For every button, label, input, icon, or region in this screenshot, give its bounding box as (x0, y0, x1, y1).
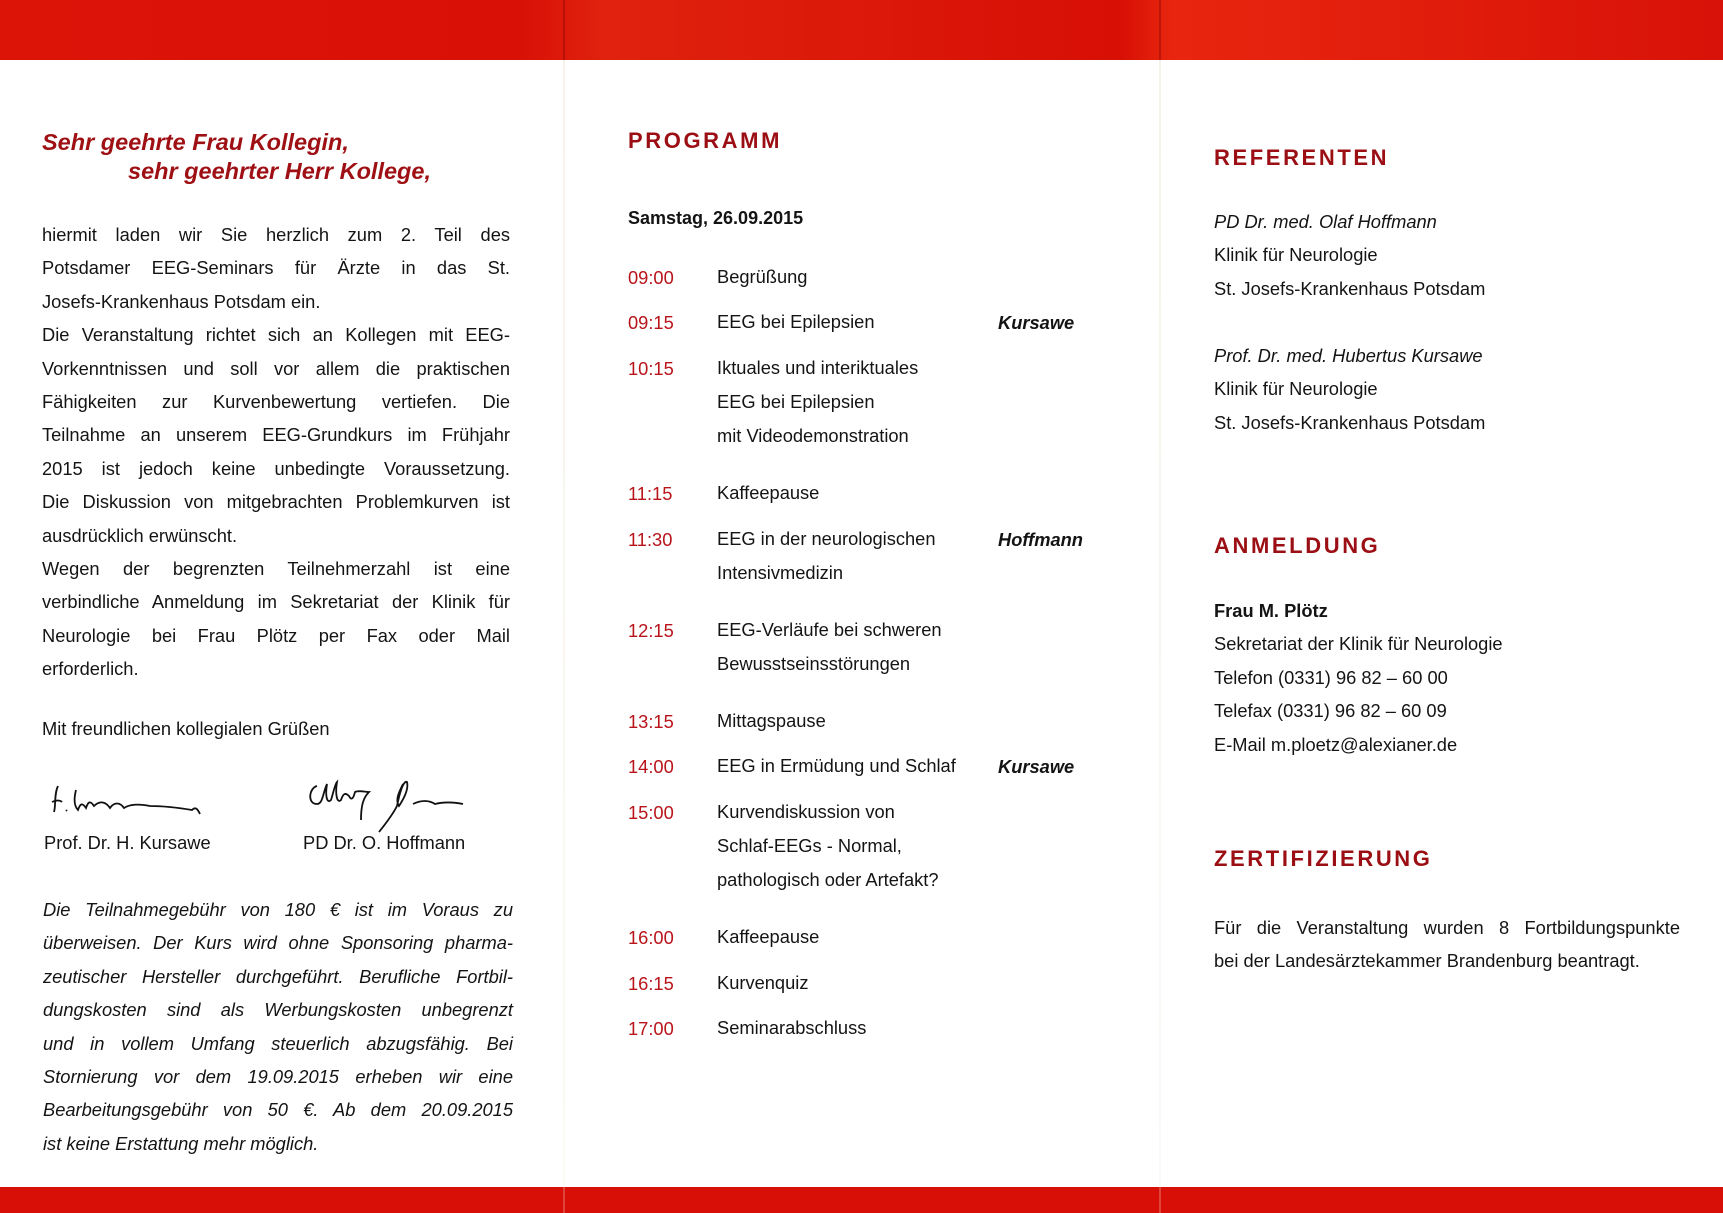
time-label: 10:15 (628, 358, 674, 379)
fold-line-right (1159, 0, 1161, 1213)
body-line: Fähigkeiten zur Kurvenbewertung vertiefen. Die (42, 391, 510, 413)
certification-line: Für die Veranstaltung wurden 8 Fortbildungspunkte (1214, 917, 1680, 938)
topic (717, 305, 875, 339)
body-line: Josefs-Krankenhaus Potsdam ein. (42, 290, 321, 312)
body-line: Teilnahme an unserem EEG-Grundkurs im Frühjahr (42, 424, 510, 446)
zertifizierung-heading: ZERTIFIZIERUNG (1214, 846, 1433, 871)
body-line: Die Diskussion von mitgebrachten Problemkurven ist (42, 491, 510, 513)
time-label: 09:15 (628, 312, 674, 333)
fee-line: dungskosten sind als Werbungskosten unbegrenzt (43, 999, 513, 1021)
contact-department: Sekretariat der Klinik für Neurologie (1214, 633, 1503, 655)
topic-line: Schlaf-EEGs - Normal, (717, 834, 902, 856)
speaker-department: Klinik für Neurologie (1214, 378, 1378, 400)
speaker-full-name: PD Dr. med. Olaf Hoffmann (1214, 211, 1437, 232)
time-label: 12:15 (628, 620, 674, 641)
contact-fax: Telefax (0331) 96 82 – 60 09 (1214, 700, 1447, 722)
topic-line: EEG in Ermüdung und Schlaf (717, 755, 956, 776)
signatory-name-kursawe: Prof. Dr. H. Kursawe (44, 832, 211, 853)
email-address[interactable]: m.ploetz@alexianer.de (1270, 733, 1458, 755)
contact-phone: Telefon (0331) 96 82 – 60 00 (1214, 666, 1448, 688)
signature-scribble-icon (303, 770, 483, 840)
registration-contact (1214, 594, 1503, 761)
intro-paragraph (42, 218, 510, 686)
time-label: 13:15 (628, 711, 674, 732)
signature-kursawe (50, 780, 220, 828)
body-line: Die Veranstaltung richtet sich an Kollegen mit EEG- (42, 324, 510, 346)
topic-line: Mittagspause (717, 710, 826, 731)
top-red-band (0, 0, 1723, 60)
fee-line: Bearbeitungsgebühr von 50 €. Ab dem 20.09.2015 (43, 1099, 513, 1121)
topic (717, 966, 808, 1000)
topic-line: pathologisch oder Artefakt? (717, 868, 939, 890)
topic-line: Begrüßung (717, 266, 808, 287)
topic (717, 260, 807, 294)
topic-line: EEG-Verläufe bei schweren (717, 619, 942, 640)
topic-line: Kurvendiskussion von (717, 801, 895, 822)
greeting-line-2: sehr geehrter Herr Kollege, (128, 158, 431, 184)
speaker-department: Klinik für Neurologie (1214, 244, 1378, 266)
contact-email-row (1214, 728, 1503, 761)
time-label: 15:00 (628, 802, 674, 823)
speaker-entry (1214, 205, 1485, 305)
topic (717, 704, 826, 738)
fee-line: ist keine Erstattung mehr möglich. (43, 1132, 319, 1154)
contact-name: Frau M. Plötz (1214, 600, 1328, 621)
topic-line: Kaffeepause (717, 926, 820, 947)
topic (717, 1011, 866, 1045)
body-line: erforderlich. (42, 658, 139, 680)
topic (717, 795, 939, 896)
topic (717, 476, 819, 510)
fee-line: und in vollem Umfang steuerlich abzugsfähig. Bei (43, 1032, 513, 1054)
body-line: Wegen der begrenzten Teilnehmerzahl ist eine (42, 558, 510, 580)
body-line: ausdrücklich erwünscht. (42, 524, 238, 546)
topic (717, 749, 956, 783)
speaker-entry (1214, 339, 1485, 439)
body-line: verbindliche Anmeldung im Sekretariat der Klinik für (42, 591, 510, 613)
speaker-organization: St. Josefs-Krankenhaus Potsdam (1214, 277, 1486, 299)
anmeldung-heading: ANMELDUNG (1214, 533, 1381, 558)
body-line: Vorkenntnissen und soll vor allem die praktischen (42, 357, 510, 379)
speaker-name: Hoffmann (998, 529, 1083, 550)
topic-line: Intensivmedizin (717, 561, 843, 583)
topic (717, 351, 918, 452)
time-label: 11:15 (628, 483, 673, 504)
topic (717, 522, 936, 590)
topic-line: EEG bei Epilepsien (717, 311, 875, 332)
greeting-line-1: Sehr geehrte Frau Kollegin, (42, 129, 349, 155)
time-label: 14:00 (628, 756, 674, 777)
fee-line: zeutischer Hersteller durchgeführt. Berufliche Fortbil- (43, 965, 513, 987)
time-label: 09:00 (628, 267, 674, 288)
fee-line: überweisen. Der Kurs wird ohne Sponsoring pharma- (43, 932, 513, 954)
time-label: 17:00 (628, 1018, 674, 1039)
certification-line: bei der Landesärztekammer Brandenburg beantragt. (1214, 950, 1640, 972)
topic-line: EEG in der neurologischen (717, 528, 936, 549)
topic-line: EEG bei Epilepsien (717, 390, 875, 412)
topic-line: Seminarabschluss (717, 1017, 867, 1038)
closing-text: Mit freundlichen kollegialen Grüßen (42, 718, 330, 739)
fold-line-left (563, 0, 565, 1213)
time-label: 11:30 (628, 529, 673, 550)
bottom-red-band (0, 1187, 1723, 1213)
topic-line: Kurvenquiz (717, 972, 809, 993)
topic-line: Kaffeepause (717, 482, 820, 503)
body-line: Potsdamer EEG-Seminars für Ärzte in das St. (42, 257, 510, 279)
signatory-name-hoffmann: PD Dr. O. Hoffmann (303, 832, 466, 853)
time-label: 16:15 (628, 973, 674, 994)
program-heading: PROGRAMM (628, 128, 783, 153)
topic-line: Bewusstseinsstörungen (717, 652, 911, 674)
topic-line: Iktuales und interiktuales (717, 357, 919, 378)
email-label: E-Mail (1214, 733, 1266, 755)
body-line: hiermit laden wir Sie herzlich zum 2. Teil des (42, 224, 510, 245)
referenten-heading: REFERENTEN (1214, 145, 1390, 170)
speaker-organization: St. Josefs-Krankenhaus Potsdam (1214, 411, 1486, 433)
signature-scribble-icon (50, 780, 220, 820)
fee-line: Stornierung vor dem 19.09.2015 erheben wir eine (43, 1066, 513, 1088)
speaker-name: Kursawe (998, 756, 1075, 777)
body-line: Neurologie bei Frau Plötz per Fax oder Mail (42, 624, 510, 646)
body-line: 2015 ist jedoch keine unbedingte Voraussetzung. (42, 457, 510, 479)
fee-line: Die Teilnahmegebühr von 180 € ist im Voraus zu (43, 899, 513, 920)
topic-line: mit Videodemonstration (717, 424, 909, 446)
certification-text (1214, 911, 1680, 978)
speaker-full-name: Prof. Dr. med. Hubertus Kursawe (1214, 345, 1483, 366)
program-date: Samstag, 26.09.2015 (628, 208, 804, 228)
topic (717, 613, 942, 681)
speaker-name: Kursawe (998, 312, 1075, 333)
time-label: 16:00 (628, 927, 674, 948)
topic (717, 920, 819, 954)
fee-paragraph (43, 893, 513, 1160)
